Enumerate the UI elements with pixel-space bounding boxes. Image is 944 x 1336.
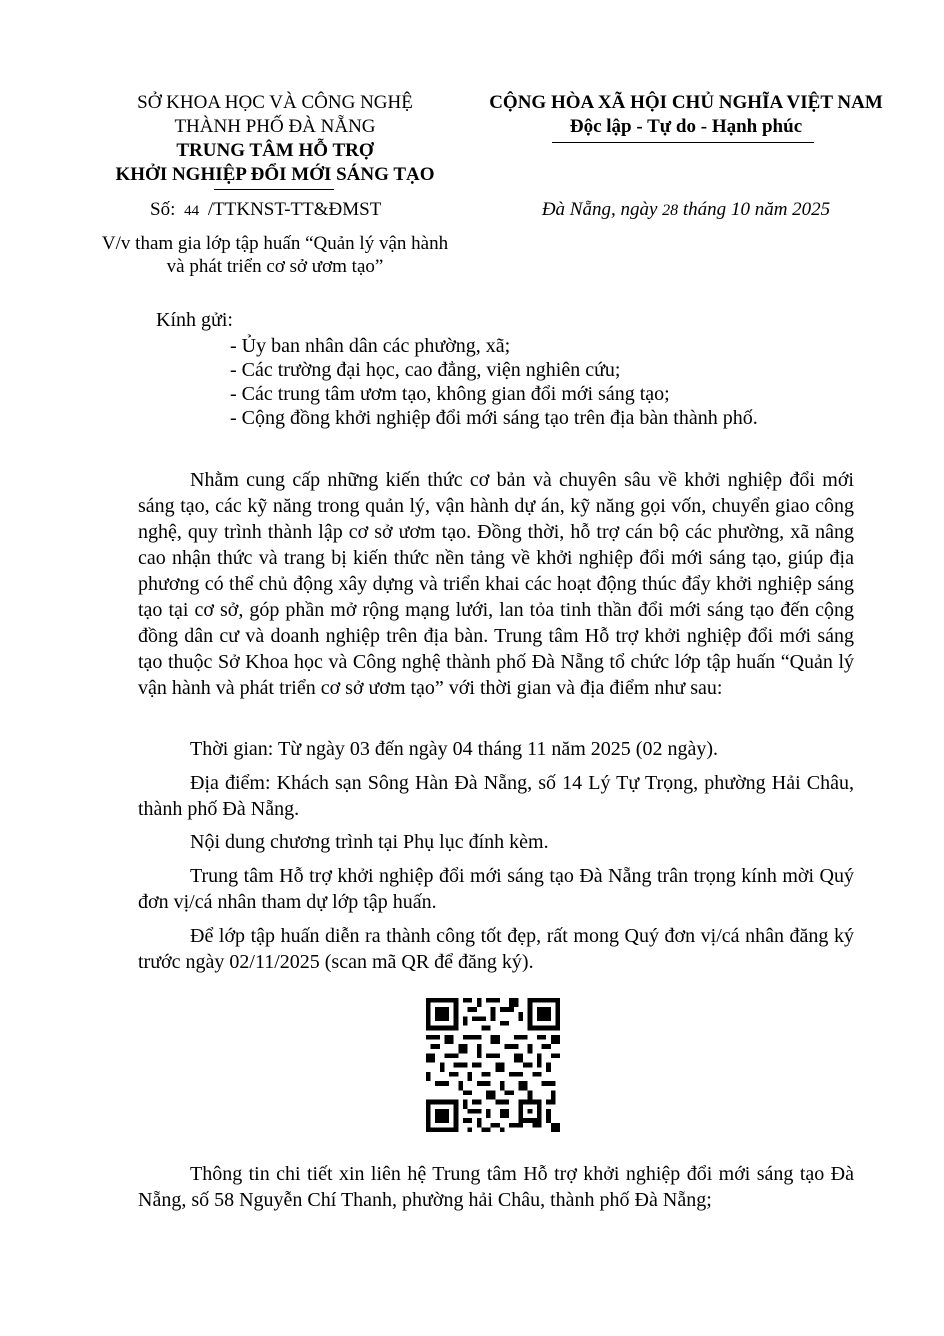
number-suffix: /TTKNST-TT&ĐMST [207, 199, 382, 220]
greeting: Kính gửi: [156, 309, 233, 331]
recipient-item: - Ủy ban nhân dân các phường, xã; [230, 335, 511, 357]
subject-line1: V/v tham gia lớp tập huấn “Quản lý vận hành [101, 233, 449, 254]
document-number [150, 199, 381, 222]
date-month: 10 [730, 199, 750, 220]
time-paragraph: Thời gian: Từ ngày 03 đến ngày 04 tháng 11 năm 2025 (02 ngày). [190, 738, 718, 760]
register-paragraph: Để lớp tập huấn diễn ra thành công tốt đẹp, rất mong Quý đơn vị/cá nhân đăng ký trước ngày 02/11/2025 (scan mã QR để đăng ký). [138, 925, 854, 973]
contact-paragraph: Thông tin chi tiết xin liên hệ Trung tâm Hỗ trợ khởi nghiệp đổi mới sáng tạo Đà Nẵng, số 58 Nguyễn Chí Thanh, phường hải Châu, thành phố Đà Nẵng; [138, 1163, 854, 1211]
subject-line2: và phát triển cơ sở ươm tạo” [166, 256, 384, 277]
motto-underline [552, 142, 814, 143]
intro-paragraph: Nhằm cung cấp những kiến thức cơ bản và chuyên sâu về khởi nghiệp đổi mới sáng tạo, các kỹ năng trong quản lý, vận hành dự án, kỹ năng gọi vốn, chuyển giao công nghệ, quy trình thành lập cơ sở ươm tạo. Đồng thời, hỗ trợ cán bộ các phường, xã nâng cao nhận thức và trang bị kiến thức nền tảng về khởi nghiệp đổi mới sáng tạo, giúp địa phương có thể chủ động xây dựng và triển khai các hoạt động thúc đẩy khởi nghiệp sáng tạo tại cơ sở, góp phần mở rộng mạng lưới, lan tỏa tinh thần đổi mới sáng tạo đến cộng đồng dân cư và doanh nghiệp trên địa bàn. Trung tâm Hỗ trợ khởi nghiệp đổi mới sáng tạo thuộc Sở Khoa học và Công nghệ thành phố Đà Nẵng tổ chức lớp tập huấn “Quản lý vận hành và phát triển cơ sở ươm tạo” với thời gian và địa điểm như sau: [138, 469, 854, 699]
motto: Độc lập - Tự do - Hạnh phúc [569, 116, 803, 137]
date-mid2: năm 2025 [754, 199, 831, 220]
recipient-item: - Các trung tâm ươm tạo, không gian đổi mới sáng tạo; [230, 383, 670, 405]
date-mid1: tháng [682, 199, 727, 220]
center-name-line2: KHỞI NGHIỆP ĐỔI MỚI SÁNG TẠO [115, 164, 435, 185]
ministry-name: SỞ KHOA HỌC VÀ CÔNG NGHỆ [137, 92, 413, 113]
nation-title: CỘNG HÒA XÃ HỘI CHỦ NGHĨA VIỆT NAM [489, 92, 883, 113]
invite-paragraph: Trung tâm Hỗ trợ khởi nghiệp đổi mới sáng tạo Đà Nẵng trân trọng kính mời Quý đơn vị/cá nhân tham dự lớp tập huấn. [138, 865, 854, 913]
left-header-underline [214, 189, 334, 190]
date-prefix: Đà Nẵng, ngày [541, 199, 658, 220]
location-paragraph: Địa điểm: Khách sạn Sông Hàn Đà Nẵng, số 14 Lý Tự Trọng, phường Hải Châu, thành phố Đà Nẵng. [138, 772, 854, 820]
center-name-line1: TRUNG TÂM HỖ TRỢ [176, 140, 374, 161]
number-label: Số: [150, 199, 176, 220]
recipient-item: - Các trường đại học, cao đẳng, viện nghiên cứu; [230, 359, 621, 381]
recipient-item: - Cộng đồng khởi nghiệp đổi mới sáng tạo trên địa bàn thành phố. [230, 407, 758, 429]
date-day: 28 [662, 202, 679, 219]
date-line [466, 199, 906, 222]
content-paragraph: Nội dung chương trình tại Phụ lục đính kèm. [190, 831, 549, 853]
qr-code-icon[interactable] [426, 998, 560, 1132]
number-value: 44 [184, 203, 200, 219]
city-name: THÀNH PHỐ ĐÀ NẴNG [174, 116, 376, 137]
